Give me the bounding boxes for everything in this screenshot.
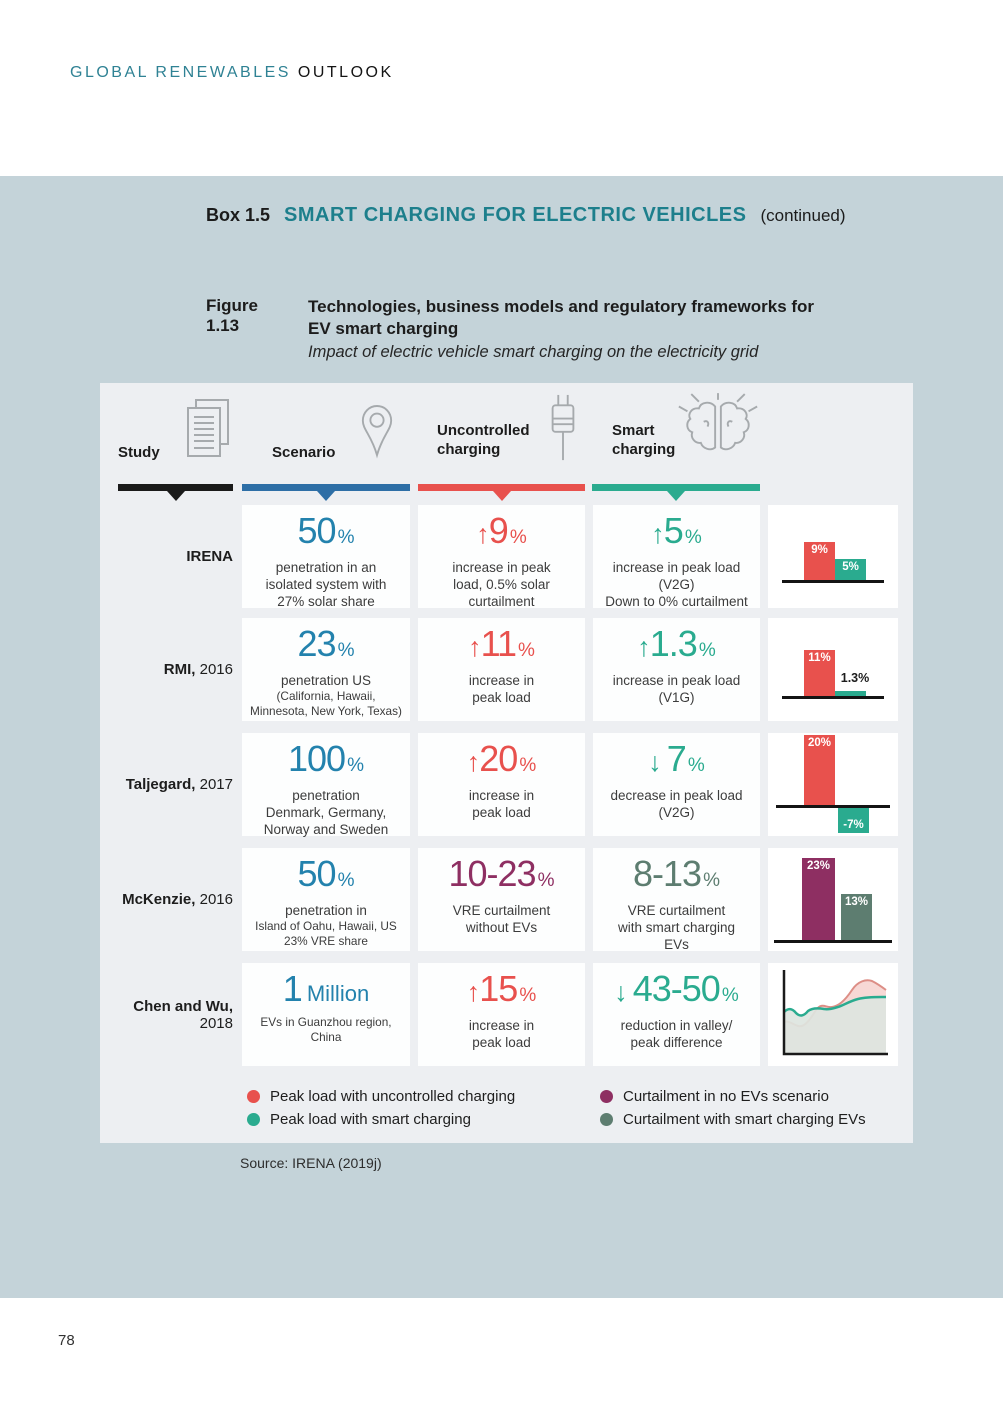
- study-year: 2017: [199, 776, 233, 793]
- bar-value-label: 11%: [808, 652, 831, 664]
- chart-baseline: [782, 580, 884, 583]
- description-line: increase in peak load: [612, 560, 741, 575]
- description: [418, 787, 585, 821]
- unit: %: [337, 870, 355, 891]
- study-label: [100, 618, 233, 721]
- chart-bar: [835, 559, 866, 580]
- description-line: load, 0.5% solar: [453, 577, 550, 592]
- chart-baseline: [776, 805, 890, 808]
- column-header-study: Study: [118, 444, 160, 461]
- scenario-cell: [242, 505, 410, 608]
- description-line: (V1G): [658, 690, 695, 705]
- legend-label: Peak load with smart charging: [270, 1110, 471, 1128]
- impact-chart: [768, 848, 898, 951]
- load-profile-chart: [776, 968, 890, 1060]
- unit: Million: [306, 981, 370, 1006]
- study-name-line: [186, 548, 233, 565]
- legend-item: [247, 1109, 471, 1129]
- study-name: RMI,: [163, 661, 196, 678]
- figure-label: Figure 1.13: [206, 296, 258, 335]
- value: 8-13: [633, 853, 702, 894]
- uncontrolled-cell: [418, 618, 585, 721]
- report-header: [70, 64, 394, 82]
- page-number: 78: [58, 1332, 75, 1349]
- scenario-cell: [242, 618, 410, 721]
- description-line: penetration in: [285, 903, 367, 918]
- column-underline: [418, 484, 585, 491]
- table-row: [100, 733, 913, 836]
- impact-chart: [768, 963, 898, 1066]
- smart-cell: [593, 733, 760, 836]
- bar-value-label: 9%: [811, 544, 828, 556]
- unit: %: [703, 870, 720, 891]
- description-line: VRE curtailment: [627, 903, 726, 918]
- headline-value: [242, 625, 410, 670]
- figure-title-line1: Technologies, business models and regulatory frameworks for: [308, 297, 815, 316]
- legend-item: [600, 1109, 866, 1129]
- chart-baseline: [782, 696, 884, 699]
- column-underline: [118, 484, 233, 491]
- smart-cell: [593, 848, 760, 951]
- table-row: [100, 848, 913, 951]
- headline-value: [242, 970, 410, 1013]
- study-label: [100, 505, 233, 608]
- study-name-line: [122, 891, 233, 908]
- description-line: 23% VRE share: [284, 934, 368, 948]
- box-section: [0, 176, 1003, 1298]
- description-line: EVs in Guanzhou region,: [260, 1015, 392, 1029]
- smart-cell: [593, 963, 760, 1066]
- headline-value: [593, 855, 760, 900]
- box-heading: SMART CHARGING FOR ELECTRIC VEHICLES: [284, 204, 747, 226]
- table-row: [100, 618, 913, 721]
- study-label: [100, 733, 233, 836]
- unit: %: [509, 527, 527, 548]
- description-line: Denmark, Germany,: [265, 805, 387, 820]
- column-underline: [242, 484, 410, 491]
- description: [593, 672, 760, 706]
- scenario-cell: [242, 848, 410, 951]
- uncontrolled-cell: [418, 505, 585, 608]
- description-line: penetration US: [280, 673, 372, 688]
- unit: %: [537, 870, 555, 891]
- column-marker-icon: [167, 491, 185, 501]
- down-arrow-icon: ↓: [648, 747, 661, 777]
- description-line: Down to 0% curtailment: [605, 594, 748, 609]
- description-line: peak load: [472, 1035, 531, 1050]
- description: [593, 902, 760, 953]
- up-arrow-icon: ↑: [476, 519, 489, 549]
- legend-label: Curtailment in no EVs scenario: [623, 1087, 829, 1105]
- headline-value: [418, 740, 585, 785]
- unit: %: [347, 755, 364, 776]
- headline-value: [593, 970, 760, 1015]
- description: [418, 672, 585, 706]
- legend-label: Curtailment with smart charging EVs: [623, 1110, 866, 1128]
- description: [418, 1017, 585, 1051]
- headline-value: [593, 625, 760, 670]
- bar-value-label: 5%: [842, 561, 859, 573]
- description-line: increase in peak: [452, 560, 551, 575]
- description-line: peak difference: [630, 1035, 723, 1050]
- description-line: isolated system with: [265, 577, 387, 592]
- description-line: VRE curtailment: [452, 903, 551, 918]
- headline-value: [593, 512, 760, 557]
- description-line: (V2G): [658, 805, 695, 820]
- description-line: increase in: [468, 673, 535, 688]
- figure-panel: [100, 383, 913, 1143]
- headline-value: [418, 625, 585, 670]
- uncontrolled-cell: [418, 733, 585, 836]
- chart-bar: [841, 894, 872, 940]
- description-line: (California, Hawaii,: [276, 689, 376, 703]
- up-arrow-icon: ↑: [651, 519, 664, 549]
- description: [242, 787, 410, 838]
- description: [593, 787, 760, 821]
- brand-primary: GLOBAL RENEWABLES: [70, 64, 291, 81]
- value: 1.3: [649, 623, 697, 664]
- figure-title-block: [308, 296, 814, 363]
- headline-value: [418, 970, 585, 1015]
- study-year: 2018: [199, 1014, 233, 1032]
- value: 1: [282, 968, 302, 1009]
- up-arrow-icon: ↑: [466, 747, 480, 777]
- description-line: peak load: [472, 690, 531, 705]
- description-line: (V2G): [658, 577, 695, 592]
- description: [418, 902, 585, 936]
- brand-secondary: OUTLOOK: [297, 64, 394, 81]
- unit: %: [684, 527, 702, 548]
- bar-value-label: 23%: [806, 860, 831, 872]
- column-header-uncontrolled-charging: Uncontrolled charging: [437, 422, 530, 458]
- down-arrow-icon: ↓: [614, 977, 627, 1007]
- headline-value: [418, 855, 585, 900]
- uncontrolled-cell: [418, 963, 585, 1066]
- description-line: 27% solar share: [277, 594, 375, 609]
- study-name: IRENA: [186, 548, 233, 565]
- study-name: Chen and Wu,: [133, 997, 233, 1015]
- description: [242, 902, 410, 949]
- headline-value: [418, 512, 585, 557]
- column-marker-icon: [493, 491, 511, 501]
- unit: %: [721, 985, 739, 1006]
- description-line: Minnesota, New York, Texas): [250, 704, 402, 718]
- study-name-line: [164, 661, 233, 678]
- value: 11: [480, 623, 516, 664]
- description-line: penetration in an: [275, 560, 377, 575]
- value: 23: [297, 623, 336, 664]
- value: 10-23: [448, 853, 536, 894]
- value: 100: [288, 738, 346, 779]
- bar-value-label: 1.3%: [840, 671, 870, 685]
- unit: %: [519, 985, 537, 1006]
- legend-label: Peak load with uncontrolled charging: [270, 1087, 516, 1105]
- description: [593, 559, 760, 610]
- figure-subtitle: Impact of electric vehicle smart charging on the electricity grid: [308, 343, 759, 361]
- description-line: EVs: [664, 937, 689, 952]
- bar-value-label: 20%: [807, 737, 832, 749]
- description-line: increase in: [468, 1018, 535, 1033]
- table-row: [100, 963, 913, 1066]
- legend-item: [247, 1086, 515, 1106]
- description-line: reduction in valley/: [620, 1018, 733, 1033]
- description-line: Island of Oahu, Hawaii, US: [255, 919, 397, 933]
- study-name-line: [126, 776, 233, 793]
- description-line: penetration: [292, 788, 360, 803]
- box-continued: (continued): [760, 206, 846, 225]
- description-line: curtailment: [468, 594, 535, 609]
- value: 5: [663, 510, 683, 551]
- value: 20: [479, 738, 518, 779]
- table-row: [100, 505, 913, 608]
- description: [242, 1015, 410, 1045]
- value: 50: [297, 510, 336, 551]
- study-name: McKenzie,: [122, 891, 196, 908]
- value: 50: [297, 853, 336, 894]
- column-header-scenario: Scenario: [272, 444, 336, 461]
- chart-baseline: [774, 940, 892, 943]
- description-line: with smart charging: [617, 920, 736, 935]
- study-year: 2016: [199, 891, 233, 908]
- unit: %: [698, 640, 716, 661]
- uncontrolled-cell: [418, 848, 585, 951]
- column-marker-icon: [317, 491, 335, 501]
- unit: %: [517, 640, 535, 661]
- study-label: [100, 848, 233, 951]
- description-line: Norway and Sweden: [263, 822, 389, 837]
- value: 15: [479, 968, 518, 1009]
- headline-value: [593, 740, 760, 785]
- description-line: increase in peak load: [612, 673, 741, 688]
- source-note: Source: IRENA (2019j): [240, 1155, 382, 1171]
- up-arrow-icon: ↑: [466, 977, 480, 1007]
- smart-cell: [593, 618, 760, 721]
- chart-bar: [838, 808, 869, 833]
- value: 7: [666, 738, 686, 779]
- description: [418, 559, 585, 610]
- description-line: without EVs: [465, 920, 538, 935]
- description-line: decrease in peak load: [610, 788, 743, 803]
- impact-chart: [768, 733, 898, 836]
- description: [242, 672, 410, 719]
- headline-value: [242, 512, 410, 557]
- smart-cell: [593, 505, 760, 608]
- unit: %: [337, 640, 355, 661]
- impact-chart: [768, 618, 898, 721]
- figure-caption: [206, 296, 814, 363]
- description: [593, 1017, 760, 1051]
- unit: %: [519, 755, 537, 776]
- description-line: China: [310, 1030, 342, 1044]
- up-arrow-icon: ↑: [637, 632, 650, 662]
- unit: %: [687, 755, 705, 776]
- bar-value-label: -7%: [843, 819, 864, 831]
- headline-value: [242, 740, 410, 785]
- column-underline: [592, 484, 760, 491]
- chart-bar: [802, 858, 835, 940]
- value: 43-50: [632, 968, 720, 1009]
- box-label: Box 1.5: [206, 205, 271, 225]
- description-line: peak load: [472, 805, 531, 820]
- box-title: [206, 204, 846, 227]
- figure-title-line2: EV smart charging: [308, 319, 459, 338]
- legend-dot-icon: [600, 1090, 613, 1103]
- up-arrow-icon: ↑: [468, 632, 481, 662]
- study-label: [100, 963, 233, 1066]
- scenario-cell: [242, 733, 410, 836]
- value: 9: [488, 510, 508, 551]
- column-marker-icon: [667, 491, 685, 501]
- study-name: Taljegard,: [125, 776, 196, 793]
- legend-dot-icon: [247, 1113, 260, 1126]
- headline-value: [242, 855, 410, 900]
- unit: %: [337, 527, 355, 548]
- column-header-smart-charging: Smart charging: [612, 422, 676, 458]
- bar-value-label: 13%: [844, 896, 869, 908]
- chart-bar: [804, 542, 835, 580]
- legend-item: [600, 1086, 829, 1106]
- scenario-cell: [242, 963, 410, 1066]
- study-year: 2016: [199, 661, 233, 678]
- impact-chart: [768, 505, 898, 608]
- legend-dot-icon: [247, 1090, 260, 1103]
- description-line: increase in: [468, 788, 535, 803]
- description: [242, 559, 410, 610]
- chart-bar: [804, 735, 835, 805]
- legend-dot-icon: [600, 1113, 613, 1126]
